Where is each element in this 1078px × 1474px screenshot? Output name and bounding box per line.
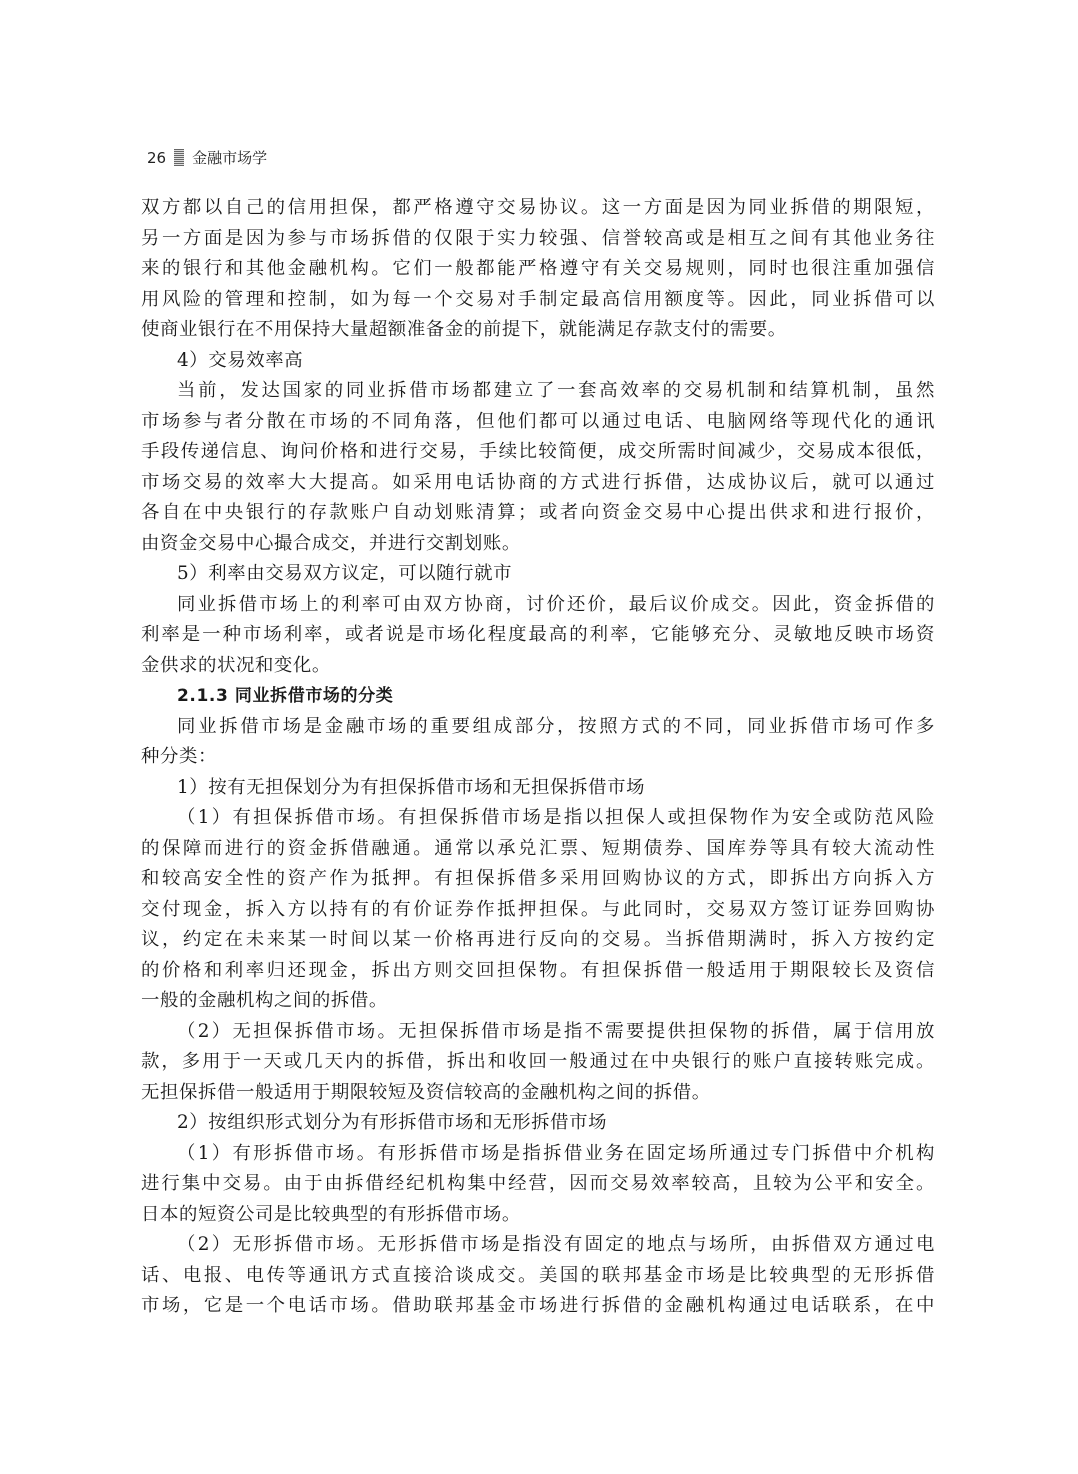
- text-line: 的保障而进行的资金拆借融通。通常以承兑汇票、短期债券、国库券等具有较大流动性: [141, 837, 935, 859]
- text-line: 种分类：: [141, 746, 217, 767]
- text-line: 各自在中央银行的存款账户自动划账清算；或者向资金交易中心提出供求和进行报价，: [141, 502, 935, 523]
- text-line: 话、电报、电传等通讯方式直接洽谈成交。美国的联邦基金市场是比较典型的无形拆借: [141, 1264, 935, 1286]
- text-line: 由资金交易中心撮合成交，并进行交割划账。: [141, 532, 521, 554]
- text-line: 来的银行和其他金融机构。它们一般都能严格遵守有关交易规则，同时也很注重加强信: [141, 258, 935, 279]
- text-line: 议，约定在未来某一时间以某一价格再进行反向的交易。当拆借期满时，拆入方按约定: [141, 929, 935, 950]
- text-line: 同业拆借市场上的利率可由双方协商，讨价还价，最后议价成交。因此，资金拆借的: [177, 593, 935, 615]
- running-header: [147, 147, 267, 168]
- text-line: 双方都以自己的信用担保，都严格遵守交易协议。这一方面是因为同业拆借的期限短，: [141, 197, 935, 218]
- text-line: （1）有担保拆借市场。有担保拆借市场是指以担保人或担保物作为安全或防范风险: [177, 807, 935, 828]
- text-line: （1）有形拆借市场。有形拆借市场是指拆借业务在固定场所通过专门拆借中介机构: [177, 1142, 935, 1164]
- text-line: 和较高安全性的资产作为抵押。有担保拆借多采用回购协议的方式，即拆出方向拆入方: [141, 868, 935, 889]
- page-number: 26: [147, 148, 167, 167]
- text-line: 手段传递信息、询问价格和进行交易，手续比较简便，成交所需时间减少，交易成本很低，: [141, 441, 935, 462]
- text-line: 同业拆借市场是金融市场的重要组成部分，按照方式的不同，同业拆借市场可作多: [177, 715, 935, 737]
- list-heading: 1）按有无担保划分为有担保拆借市场和无担保拆借市场: [177, 776, 646, 798]
- body-text: [141, 193, 935, 1322]
- list-heading: 2）按组织形式划分为有形拆借市场和无形拆借市场: [177, 1112, 608, 1133]
- header-ornament-icon: [174, 149, 184, 166]
- text-line: 市场参与者分散在市场的不同角落，但他们都可以通过电话、电脑网络等现代化的通讯: [141, 410, 935, 432]
- text-line: 另一方面是因为参与市场拆借的仅限于实力较强、信誉较高或是相互之间有其他业务往: [141, 227, 935, 249]
- text-line: 的价格和利率归还现金，拆出方则交回担保物。有担保拆借一般适用于期限较长及资信: [141, 959, 935, 981]
- text-line: 当前，发达国家的同业拆借市场都建立了一套高效率的交易机制和结算机制，虽然: [177, 380, 935, 401]
- section-heading: 2.1.3 同业拆借市场的分类: [177, 686, 394, 706]
- text-line: 金供求的状况和变化。: [141, 654, 331, 676]
- text-line: 无担保拆借一般适用于期限较短及资信较高的金融机构之间的拆借。: [141, 1081, 711, 1103]
- list-heading: 4）交易效率高: [177, 349, 304, 371]
- text-line: 利率是一种市场利率，或者说是市场化程度最高的利率，它能够充分、灵敏地反映市场资: [141, 624, 935, 645]
- text-line: 一般的金融机构之间的拆借。: [141, 990, 388, 1011]
- list-heading: 5）利率由交易双方议定，可以随行就市: [177, 563, 513, 584]
- book-title: 金融市场学: [192, 149, 268, 167]
- text-line: 日本的短资公司是比较典型的有形拆借市场。: [141, 1203, 521, 1225]
- text-line: 交付现金，拆入方以持有的有价证券作抵押担保。与此同时，交易双方签订证券回购协: [141, 898, 935, 920]
- text-line: （2）无形拆借市场。无形拆借市场是指没有固定的地点与场所，由拆借双方通过电: [177, 1234, 935, 1255]
- text-line: 市场，它是一个电话市场。借助联邦基金市场进行拆借的金融机构通过电话联系，在中: [141, 1295, 935, 1316]
- text-line: 进行集中交易。由于由拆借经纪机构集中经营，因而交易效率较高，且较为公平和安全。: [141, 1173, 935, 1194]
- text-line: 使商业银行在不用保持大量超额准备金的前提下，就能满足存款支付的需要。: [141, 319, 787, 340]
- text-line: 款，多用于一天或几天内的拆借，拆出和收回一般通过在中央银行的账户直接转账完成。: [141, 1051, 935, 1072]
- text-line: 用风险的管理和控制，如为每一个交易对手制定最高信用额度等。因此，同业拆借可以: [141, 288, 935, 310]
- text-line: 市场交易的效率大大提高。如采用电话协商的方式进行拆借，达成协议后，就可以通过: [141, 471, 935, 493]
- text-line: （2）无担保拆借市场。无担保拆借市场是指不需要提供担保物的拆借，属于信用放: [177, 1020, 935, 1042]
